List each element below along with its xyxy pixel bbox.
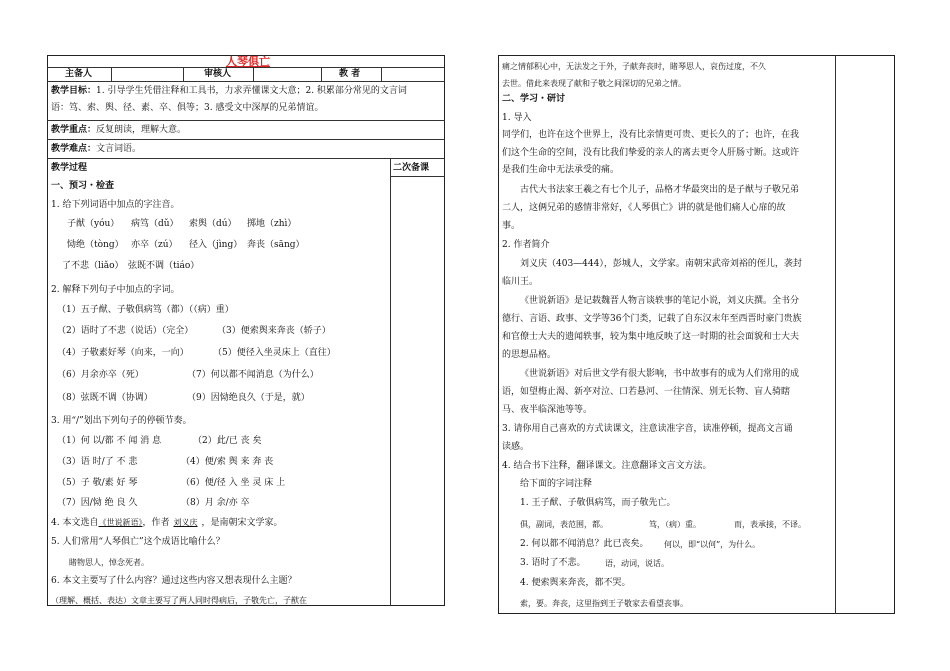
q3-item: （5）子 敬/素 好 琴 <box>57 478 138 488</box>
author-label: 主备人 <box>65 69 93 79</box>
q3-item: （6）便/径 入 坐 灵 床 上 <box>181 478 286 488</box>
q3-item: （7）因/恸 绝 良 久 <box>57 498 138 508</box>
q4-author: 刘义庆 <box>173 518 198 527</box>
continuation-line2: 去世。借此来表现了献和子敬之间深切的兄弟之情。 <box>502 79 686 88</box>
q2-item: （6）月余亦卒（死） <box>57 370 144 380</box>
q5: 5. 人们常用“人琴俱亡”这个成语比喻什么？ <box>51 537 225 547</box>
shishuo2-line: 语，如望梅止渴、新亭对泣、口若悬河、一往情深、别无长物、盲人骑瞎 <box>502 387 791 397</box>
goals-line1: 教学目标：1. 引导学生凭借注释和工具书，力求弄懂课文大意；2. 积累部分常见的文言词 <box>51 86 407 96</box>
q2-item: （9）因恸绝良久（于是，就） <box>187 393 310 403</box>
q2-item: （8）弦既不调（协调） <box>57 393 153 403</box>
gloss-answer: 俱，副词，表范围，都。 <box>520 520 608 529</box>
q3-item: （4）便/索 舆 来 奔 丧 <box>181 457 274 467</box>
q5-answer: 睹物思人，悼念死者。 <box>69 558 149 567</box>
shishuo-line: 的思想品格。 <box>502 350 557 360</box>
author-heading: 2. 作者简介 <box>502 240 550 250</box>
reading-task: 3. 请你用自己喜欢的方式读课文，注意读准字音，读准停顿，提高文言诵 <box>502 424 793 434</box>
shishuo-line: 和官僚士大夫的遗闻轶事，较为集中地反映了这一时期的社会面貌和士大夫 <box>502 332 800 342</box>
q3: 3. 用“/”划出下列句子的停顿节奏。 <box>51 416 192 426</box>
key-points: 教学重点：反复朗读，理解大意。 <box>51 125 187 135</box>
intro-line: 是我们生命中无法承受的痛。 <box>502 165 620 175</box>
reviewer-label: 审核人 <box>204 69 232 79</box>
teacher-label: 教 者 <box>339 69 361 79</box>
intro-line: 同学们，也许在这个世界上，没有比亲情更可贵、更长久的了；也许，在我 <box>502 130 800 140</box>
q3-item: （2）此/已 丧 矣 <box>193 436 262 446</box>
q1-item: 病笃（dǔ） <box>131 219 179 229</box>
gloss-sentence: 2. 何以都不闻消息？此已丧矣。 <box>520 539 649 549</box>
q1-item: 索舆（dú） <box>189 219 237 229</box>
shishuo-line: 德行、言语、政事、文学等36个门类，记载了自东汉末年至西晋时豪门贵族 <box>502 314 802 324</box>
q1-item: 弦既不调（tiáo） <box>128 261 200 271</box>
gloss-sentence: 1. 王子猷、子敬俱病笃，而子敬先亡。 <box>520 498 676 508</box>
q2: 2. 解释下列句子中加点的字词。 <box>51 285 180 295</box>
document-title: 人琴俱亡 <box>226 55 270 68</box>
gloss-intro: 给下面的字词注释 <box>520 479 593 489</box>
q1-item: 径入（jìng） <box>189 240 243 250</box>
bio-line: 临川王。 <box>502 277 539 287</box>
shishuo2-line: 《世说新语》对后世文学有很大影响，书中故事有的成为人们常用的成 <box>520 369 800 379</box>
q1-item: 恸绝（tòng） <box>67 240 124 250</box>
q2-item: （4）子敬素好琴（向来，一向） <box>57 348 189 358</box>
intro-heading: 1. 导入 <box>502 113 532 123</box>
section-preview: 一、预习・检查 <box>51 181 115 191</box>
intro-line: 们这个生命的空间，没有比我们挚爱的亲人的离去更令人肝肠寸断。这或许 <box>502 148 800 158</box>
q3-item: （1）何 以/都 不 闻 消 息 <box>57 436 162 446</box>
gloss-sentence: 4. 便索舆来奔丧，都不哭。 <box>520 578 631 588</box>
gloss-sentence: 3. 语时了不悲。 <box>520 558 586 568</box>
goals-line2: 语：笃、索、舆、径、素、卒、俱等；3. 感受文中深厚的兄弟情谊。 <box>51 103 324 113</box>
q2-item: （2）语时了不悲（说话）（完全） <box>57 326 194 336</box>
bio-line: 刘义庆（403—444），彭城人，文学家。南朝宋武帝刘裕的侄儿，袭封 <box>520 259 802 269</box>
gloss-answer: 何以，即“以何”，为什么。 <box>664 540 761 549</box>
difficulty: 教学难点：文言词语。 <box>51 144 142 154</box>
second-prep-label: 二次备课 <box>393 163 430 173</box>
q4: 4. 本文选自《世说新语》，作者 刘义庆 ，是南朝宋文学家。 <box>51 518 283 528</box>
section-study: 二、学习・研讨 <box>502 94 566 104</box>
story-line: 古代大书法家王羲之有七个儿子，品格才华最突出的是子猷与子敬兄弟 <box>520 185 800 195</box>
translate-task: 4. 结合书下注释，翻译课文。注意翻译文言文方法。 <box>502 461 712 471</box>
q2-item: （1）五子猷、子敬俱病笃（都）（（病）重） <box>57 305 234 315</box>
q2-item: （3）便索舆来奔丧（轿子） <box>217 326 331 336</box>
shishuo2-line: 马、夜半临深池等等。 <box>502 405 593 415</box>
shishuo-line: 《世说新语》是记载魏晋人物言谈轶事的笔记小说，刘义庆撰。全书分 <box>520 296 800 306</box>
q2-item: （7）何以都不闻消息（为什么） <box>187 370 319 380</box>
goals-label: 教学目标： <box>51 86 97 96</box>
q3-item: （3）语 时/了 不 悲 <box>57 457 138 467</box>
q6-answer: （理解、概括、表达）文章主要写了两人同时得病后，子敬先亡，子猷在 <box>51 596 307 605</box>
reading-task: 读感。 <box>502 442 530 452</box>
q1-item: 子猷（yóu） <box>67 219 120 229</box>
q4-book: 《世说新语》 <box>98 518 143 527</box>
continuation-line1: 痛之情郁积心中，无法发之于外，子献奔丧时，睹琴思人，哀伤过度，不久 <box>502 62 766 71</box>
q1-item: 掷地（zhì） <box>247 219 297 229</box>
story-line: 二人，这俩兄弟的感情非常好，《人琴俱亡》讲的就是他们痛人心扉的故 <box>502 203 786 213</box>
gloss-answer: 语，动词，说话。 <box>605 559 669 568</box>
q3-item: （8）月 余/亦 卒 <box>181 498 250 508</box>
process-label: 教学过程 <box>51 163 88 173</box>
q2-item: （5）便径入坐灵床上（直往） <box>213 348 336 358</box>
gloss-answer: 笃，（病）重。 <box>649 520 701 529</box>
q1-item: 奔丧（sāng） <box>247 240 305 250</box>
q1-item: 了不悲（liǎo） <box>62 261 124 271</box>
q1: 1. 给下列词语中加点的字注音。 <box>51 200 180 210</box>
q1-item: 亦卒（zú） <box>131 240 178 250</box>
story-line: 事。 <box>502 221 521 231</box>
gloss-answer: 索，要。奔丧，这里指到王子敬家去看望丧事。 <box>520 599 688 608</box>
gloss-answer: 而，表承接，不译。 <box>734 520 806 529</box>
q6: 6. 本文主要写了什么内容？通过这些内容又想表现什么主题？ <box>51 576 297 586</box>
